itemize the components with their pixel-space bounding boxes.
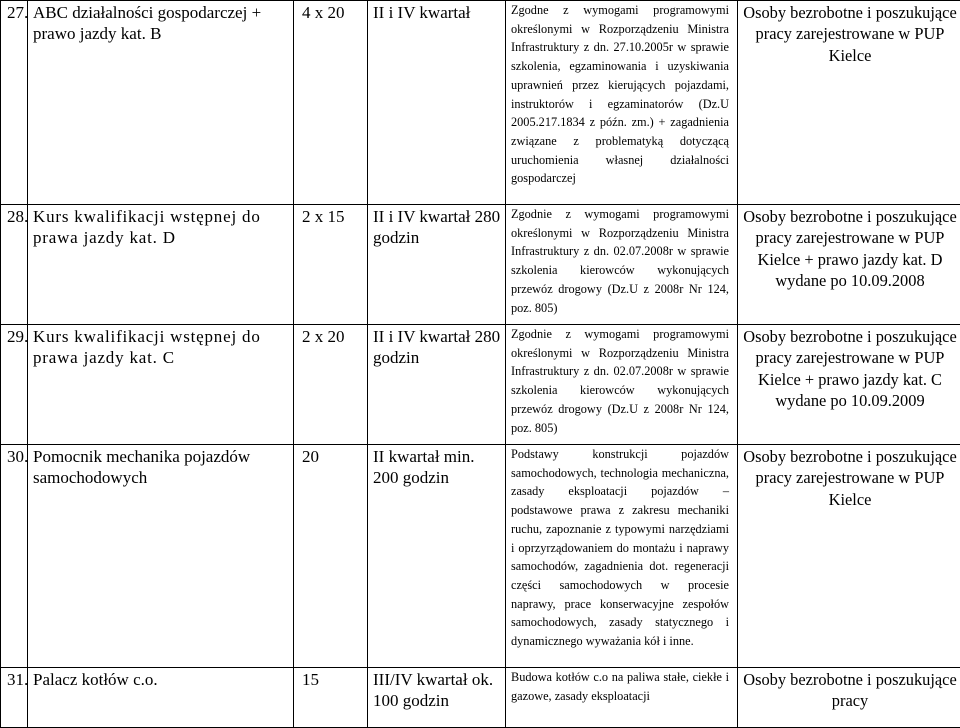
row-number: 28. <box>1 205 28 325</box>
row-number: 30. <box>1 445 28 668</box>
participants-count: 20 <box>294 445 368 668</box>
course-term: III/IV kwartał ok. 100 godzin <box>368 668 506 728</box>
participants-count: 4 x 20 <box>294 1 368 205</box>
course-name: ABC działalności gospodarczej + prawo jazdy kat. B <box>28 1 294 205</box>
course-program: Zgodne z wymogami programowymi określonymi w Rozporządzeniu Ministra Infrastruktury z dn. 27.10.2005r w sprawie szkolenia, egzaminowania i uzyskiwania uprawnień przez kierujących pojazdami, instruktorów i egzaminatorów (Dz.U 2005.217.1834 z późn. zm.) + zagadnienia związane z problematyką dotyczącą uruchomienia własnej działalności gospodarczej <box>506 1 738 205</box>
course-program: Budowa kotłów c.o na paliwa stałe, ciekłe i gazowe, zasady eksploatacji <box>506 668 738 728</box>
row-number: 29. <box>1 325 28 445</box>
participants-count: 2 x 15 <box>294 205 368 325</box>
course-term: II i IV kwartał 280 godzin <box>368 325 506 445</box>
table-row <box>1 445 960 668</box>
course-term: II i IV kwartał <box>368 1 506 205</box>
target-group: Osoby bezrobotne i poszukujące pracy zarejestrowane w PUP Kielce + prawo jazdy kat. D wydane po 10.09.2008 <box>738 205 960 325</box>
course-program: Zgodnie z wymogami programowymi określonymi w Rozporządzeniu Ministra Infrastruktury z dn. 02.07.2008r w sprawie szkolenia kierowców wykonujących przewóz drogowy (Dz.U z 2008r Nr 124, poz. 805) <box>506 325 738 445</box>
table-row <box>1 205 960 325</box>
row-number: 31. <box>1 668 28 728</box>
course-name: Kurs kwalifikacji wstępnej do prawa jazdy kat. C <box>28 325 294 445</box>
course-name: Palacz kotłów c.o. <box>28 668 294 728</box>
target-group: Osoby bezrobotne i poszukujące pracy zarejestrowane w PUP Kielce <box>738 445 960 668</box>
participants-count: 15 <box>294 668 368 728</box>
row-number: 27. <box>1 1 28 205</box>
participants-count: 2 x 20 <box>294 325 368 445</box>
table-row <box>1 325 960 445</box>
course-term: II i IV kwartał 280 godzin <box>368 205 506 325</box>
table-row <box>1 668 960 728</box>
course-name: Kurs kwalifikacji wstępnej do prawa jazdy kat. D <box>28 205 294 325</box>
target-group: Osoby bezrobotne i poszukujące pracy zarejestrowane w PUP Kielce + prawo jazdy kat. C wydane po 10.09.2009 <box>738 325 960 445</box>
course-term: II kwartał min. 200 godzin <box>368 445 506 668</box>
target-group: Osoby bezrobotne i poszukujące pracy <box>738 668 960 728</box>
course-program: Zgodnie z wymogami programowymi określonymi w Rozporządzeniu Ministra Infrastruktury z dn. 02.07.2008r w sprawie szkolenia kierowców wykonujących przewóz drogowy (Dz.U z 2008r Nr 124, poz. 805) <box>506 205 738 325</box>
course-program: Podstawy konstrukcji pojazdów samochodowych, technologia mechaniczna, zasady eksploatacji pojazdów – podstawowe prawa z zakresu mechaniki ruchu, zapoznanie z typowymi narzędziami i oprzyrządowaniem do montażu i naprawy samochodów, zagadnienia dot. regeneracji części samochodowych w procesie naprawy, prace konserwacyjne zespołów samochodowych, zasady statycznego i dynamicznego wyważania kół i inne. <box>506 445 738 668</box>
table-row <box>1 1 960 205</box>
course-name: Pomocnik mechanika pojazdów samochodowych <box>28 445 294 668</box>
target-group: Osoby bezrobotne i poszukujące pracy zarejestrowane w PUP Kielce <box>738 1 960 205</box>
